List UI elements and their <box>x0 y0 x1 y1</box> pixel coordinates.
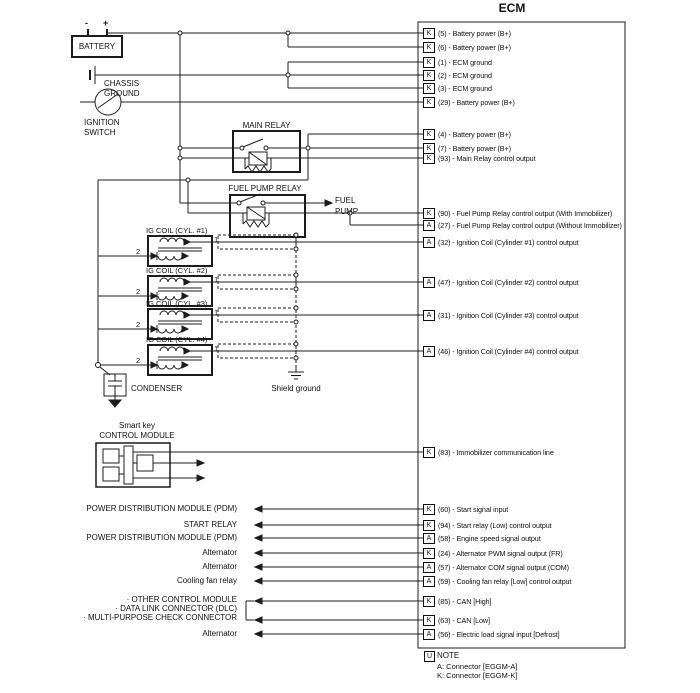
main-relay-symbol <box>233 131 300 172</box>
ig-coil-4-pin1: 1 <box>214 344 219 353</box>
can-group-item-2: · DATA LINK CONNECTOR (DLC) <box>115 604 237 613</box>
pin-terminal: K <box>423 28 435 39</box>
ecm-pin-A56: A (56) - Electric load signal input [Defrost] <box>423 628 560 640</box>
left-label-pdm-1: POWER DISTRIBUTION MODULE (PDM) <box>86 504 237 513</box>
ecm-pin-A27: A (27) - Fuel Pump Relay control output (Without Immobilizer) <box>423 219 622 231</box>
ecm-pin-K85: K (85) - CAN [High] <box>423 595 491 607</box>
ecm-pin-K24: K (24) - Alternator PWM signal output (FR) <box>423 547 563 559</box>
ecm-pin-A47: A (47) - Ignition Coil (Cylinder #2) control output <box>423 276 579 288</box>
chassis-ground-icon <box>90 66 95 84</box>
smart-key-label-2: CONTROL MODULE <box>99 431 175 440</box>
ecm-title: ECM <box>498 1 526 15</box>
chassis-ground-label-1: CHASSIS <box>104 79 140 88</box>
pin-terminal: A <box>423 629 435 640</box>
fuel-pump-arrow <box>325 200 332 206</box>
smart-key-label-1: Smart key <box>118 421 155 430</box>
battery-label: BATTERY <box>78 42 116 51</box>
ecm-pin-K83: K (83) - Immobilizer communication line <box>423 446 554 458</box>
ig-coil-1-pin1: 1 <box>214 235 219 244</box>
note-line-1: A: Connector [EGGM-A] <box>437 662 518 671</box>
pin-terminal: K <box>423 57 435 68</box>
can-group-item-3: · MULTI-PURPOSE CHECK CONNECTOR <box>83 613 237 622</box>
ecm-pin-K1: K (1) - ECM ground <box>423 56 492 68</box>
battery-plus-sign: + <box>103 18 109 28</box>
smart-key-arrows <box>197 460 204 481</box>
external-unit-arrows <box>255 506 262 637</box>
ecm-pin-K93: K (93) - Main Relay control output <box>423 152 535 164</box>
ig-coil-2-pin2: 2 <box>136 287 141 296</box>
ig-coil-4-pin2: 2 <box>136 356 141 365</box>
ecm-pin-A59: A (59) - Cooling fan relay [Low] control output <box>423 575 571 587</box>
ig-coil-1-pin2: 2 <box>136 247 141 256</box>
fuel-pump-relay-symbol <box>230 194 305 237</box>
pin-terminal: K <box>423 70 435 81</box>
left-label-alternator-3: Alternator <box>202 629 237 638</box>
shield-ground-icon <box>288 368 304 379</box>
chassis-ground-label-2: GROUND <box>104 89 140 98</box>
ecm-pin-K4: K (4) - Battery power (B+) <box>423 128 511 140</box>
pin-terminal: K <box>423 83 435 94</box>
ignition-switch-label-2: SWITCH <box>84 128 116 137</box>
pin-terminal: K <box>423 143 435 154</box>
ecm-pin-K6: K (6) - Battery power (B+) <box>423 41 511 53</box>
pin-terminal: A <box>423 533 435 544</box>
fuel-pump-label-1: FUEL <box>335 196 356 205</box>
pin-terminal: A <box>423 220 435 231</box>
shield-lines <box>218 235 296 368</box>
ig-coil-2-label: IG COIL (CYL. #2) <box>146 266 208 275</box>
pin-terminal: K <box>423 153 435 164</box>
pin-terminal: K <box>423 42 435 53</box>
condenser-label: CONDENSER <box>131 384 183 393</box>
pin-terminal: K <box>423 615 435 626</box>
ignition-switch-label-1: IGNITION <box>84 118 120 127</box>
pin-terminal: A <box>423 346 435 357</box>
fuel-pump-label-2: PUMP <box>335 207 359 216</box>
ig-coil-1-label: IG COIL (CYL. #1) <box>146 226 208 235</box>
ig-coil-2-pin1: 1 <box>214 275 219 284</box>
ecm-pin-K60: K (60) - Start signal input <box>423 503 508 515</box>
left-label-cooling-fan-relay: Cooling fan relay <box>176 576 237 585</box>
note-heading: NOTE <box>437 651 460 660</box>
left-label-alternator-1: Alternator <box>202 548 237 557</box>
left-label-alternator-2: Alternator <box>202 562 237 571</box>
ecm-pin-K2: K (2) - ECM ground <box>423 69 492 81</box>
ecm-pin-A32: A (32) - Ignition Coil (Cylinder #1) control output <box>423 236 579 248</box>
ecm-pin-K3: K (3) - ECM ground <box>423 82 492 94</box>
ecm-pin-K90: K (90) - Fuel Pump Relay control output (With Immobilizer) <box>423 207 612 219</box>
ecm-pin-A31: A (31) - Ignition Coil (Cylinder #3) control output <box>423 309 579 321</box>
ecm-pin-A57: A (57) - Alternator COM signal output (COM) <box>423 561 569 573</box>
ecm-pin-K63: K (63) - CAN [Low] <box>423 614 490 626</box>
condenser-symbol <box>96 363 127 408</box>
ig-coil-4-label: IG COIL (CYL. #4) <box>146 335 208 344</box>
pin-terminal: K <box>423 596 435 607</box>
ig-coil-3-pin2: 2 <box>136 320 141 329</box>
pin-terminal: K <box>423 548 435 559</box>
pin-terminal: A <box>423 277 435 288</box>
main-relay-label: MAIN RELAY <box>242 121 291 130</box>
pin-terminal: K <box>423 447 435 458</box>
can-group-item-1: · OTHER CONTROL MODULE <box>126 595 237 604</box>
ig-coil-3-pin1: 1 <box>214 308 219 317</box>
ig-coil-symbol-1 <box>148 236 212 266</box>
ecm-pin-K94: K (94) - Start relay (Low) control output <box>423 519 552 531</box>
ecm-pin-K7: K (7) - Battery power (B+) <box>423 142 511 154</box>
pin-terminal: K <box>423 208 435 219</box>
smart-key-module-symbol <box>96 443 170 487</box>
note-line-2: K: Connector [EGGM-K] <box>437 671 518 680</box>
ecm-pin-A46: A (46) - Ignition Coil (Cylinder #4) control output <box>423 345 579 357</box>
ecm-pin-K5: K (5) - Battery power (B+) <box>423 27 511 39</box>
pin-terminal: A <box>423 237 435 248</box>
left-label-pdm-2: POWER DISTRIBUTION MODULE (PDM) <box>86 533 237 542</box>
pin-terminal: K <box>423 129 435 140</box>
pin-terminal: K <box>423 520 435 531</box>
note-icon: U <box>424 651 435 662</box>
pin-terminal: K <box>423 97 435 108</box>
ig-coil-symbol-4 <box>148 345 212 375</box>
ig-coil-3-label: IG COIL (CYL. #3) <box>146 299 208 308</box>
pin-terminal: K <box>423 504 435 515</box>
pin-terminal: A <box>423 562 435 573</box>
can-bracket <box>246 601 254 620</box>
battery-minus-sign: - <box>85 18 88 28</box>
pin-terminal: A <box>423 576 435 587</box>
shield-ground-label: Shield ground <box>271 384 321 393</box>
ecm-pin-A58: A (58) - Engine speed signal output <box>423 532 541 544</box>
pin-terminal: A <box>423 310 435 321</box>
left-label-start-relay: START RELAY <box>183 520 237 529</box>
ecm-pin-K29: K (29) - Battery power (B+) <box>423 96 515 108</box>
fuel-pump-relay-label: FUEL PUMP RELAY <box>228 184 302 193</box>
